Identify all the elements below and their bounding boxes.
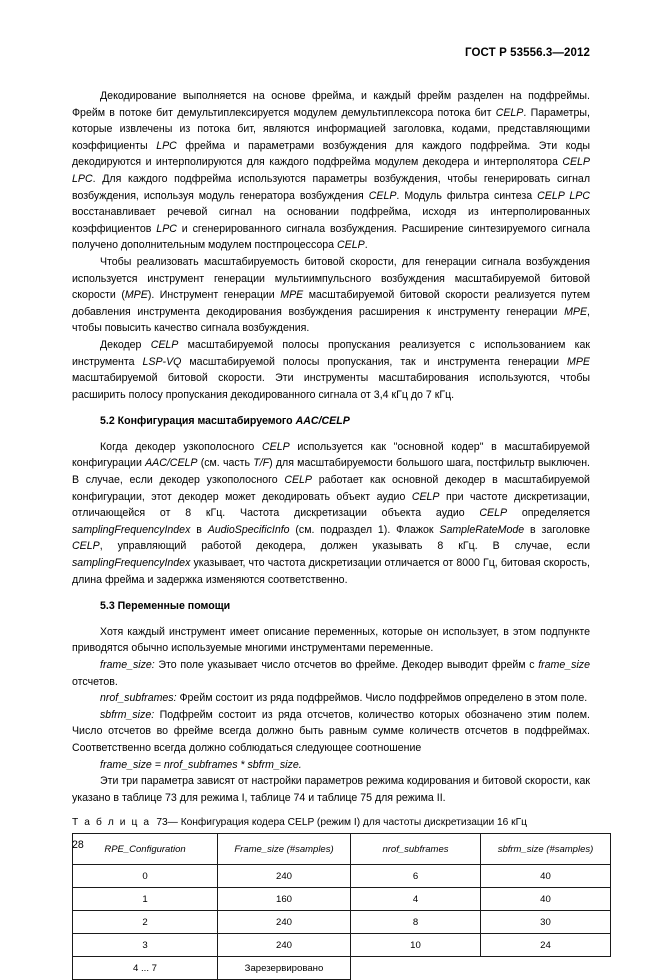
paragraph-decoding-frame xyxy=(72,88,590,254)
table-row xyxy=(73,911,611,934)
paragraph-narrowband-celp xyxy=(72,439,590,588)
cell-frame-size: 240 xyxy=(218,911,351,934)
cell-reserved-label: Зарезервировано xyxy=(218,957,351,980)
table-caption-number: 73 xyxy=(156,817,168,829)
par-text: frame_size: Это поле указывает число отсчетов во фрейме. Декодер выводит фрейм с frame_size отсчетов. xyxy=(72,659,590,688)
spacer xyxy=(72,403,590,413)
cell-empty xyxy=(481,957,611,980)
page-content xyxy=(72,88,594,980)
table-row xyxy=(73,934,611,957)
paragraph-nrof-subframes xyxy=(72,690,590,707)
cell-sbfrm-size: 24 xyxy=(481,934,611,957)
col-header-nrof-subframes: nrof_subframes xyxy=(351,834,481,865)
paragraph-helper-variables: Хотя каждый инструмент имеет описание переменных, которые он использует, в этом подпункте приводятся обычно используемые многими инструментами переменные. xyxy=(72,625,590,655)
heading-text: 5.2 Конфигурация масштабируемого AAC/CELP xyxy=(100,415,350,428)
col-header-frame-size: Frame_size (#samples) xyxy=(218,834,351,865)
cell-sbfrm-size: 30 xyxy=(481,911,611,934)
table-row xyxy=(73,865,611,888)
celp-encoder-config-table xyxy=(72,833,611,980)
paragraph-table-reference: Эти три параметра зависят от настройки параметров режима кодирования и битовой скорости, как указано в таблице 73 для режима I, таблице 74 и таблице 75 для режима II. xyxy=(72,775,590,804)
formula-text: frame_size = nrof_subframes * sbfrm_size. xyxy=(100,758,302,771)
par-text: Когда декодер узкополосного CELP используется как "основной кодер" в масштабируемой конфигурации AAC/CELP (см. часть T/F) для масштабируемости большого шага, постфильтр выключен. В случае, если декодер узкополосного CELP работает как основной декодер в масштабируемой конфигурации, этот декодер может декодировать объект аудио CELP при частоте дискретизации, отличающейся от 8 кГц. Частота дискретизации объекта аудио CELP определяется samplingFrequencyIndex в AudioSpecificInfo (см. подраздел 1). Флажок SampleRateMode в заголовке CELP, управляющий работой декодера, должен указывать 8 кГц. В случае, если samplingFrequencyIndex указывает, что частота дискретизации отличается от 8000 Гц, битовая скорость, длина фрейма и задержка изменяются соответственно. xyxy=(72,440,590,586)
table-head xyxy=(73,834,611,865)
spacer xyxy=(72,430,590,439)
cell-rpe-configuration: 0 xyxy=(73,865,218,888)
cell-frame-size: 240 xyxy=(218,934,351,957)
par-text: nrof_subframes: Фрейм состоит из ряда подфреймов. Число подфреймов определено в этом поле. xyxy=(100,692,588,705)
cell-sbfrm-size: 40 xyxy=(481,888,611,911)
cell-rpe-configuration: 1 xyxy=(73,888,218,911)
cell-frame-size: 240 xyxy=(218,865,351,888)
par-text: Декодирование выполняется на основе фрейма, и каждый фрейм разделен на подфреймы. Фрейм в потоке бит демультиплексируется модулем демультиплексора потока бит CELP. Параметры, которые извлечены из потока бит, являются информацией заголовка, кодами, представляющими коэффициенты LPC фрейма и параметрами возбуждения для каждого подфрейма. Эти коды декодируются и интерполируются для каждого подфрейма модулем декодера и интерполятора CELP LPC. Для каждого подфрейма используются параметры возбуждения, чтобы генерировать сигнал возбуждения, используя модуль генератора возбуждения CELP. Модуль фильтра синтеза CELP LPC восстанавливает речевой сигнал на основании подфрейма, исходя из интерполированных коэффициентов LPC и сгенерированного сигнала возбуждения. Расширение синтезируемого сигнала получено дополнительным модулем постпроцессора CELP. xyxy=(72,90,591,252)
paragraph-sbfrm-size xyxy=(72,707,590,757)
cell-nrof-subframes: 4 xyxy=(351,888,481,911)
cell-rpe-configuration-reserved: 4 ... 7 xyxy=(73,957,218,980)
col-header-sbfrm-size: sbfrm_size (#samples) xyxy=(481,834,611,865)
cell-nrof-subframes: 6 xyxy=(351,865,481,888)
section-heading-5-2 xyxy=(72,413,590,430)
table-body xyxy=(73,865,611,980)
cell-empty xyxy=(351,957,481,980)
paragraph-bitrate-scalability xyxy=(72,254,590,337)
page-header: ГОСТ Р 53556.3—2012 xyxy=(465,47,590,59)
cell-nrof-subframes: 8 xyxy=(351,911,481,934)
table-row-reserved xyxy=(73,957,611,980)
par-text: Декодер CELP масштабируемой полосы пропускания реализуется с использованием как инструмента LSP-VQ масштабируемой полосы пропускания, так и инструмента генерации MPE масштабируемой битовой скорости. Эти инструменты масштабирования используются, чтобы расширить полосу пропускания декодированного сигнала от 3,4 кГц до 7 кГц. xyxy=(72,338,590,401)
par-text: sbfrm_size: Подфрейм состоит из ряда отсчетов, количество которых обозначено этим полем. Число отсчетов во фрейме всегда должно быть равным сумме количеств отсчетов в подфреймах. Соответственно всегда должно соблюдаться следующее соотношение xyxy=(72,708,590,754)
table-row xyxy=(73,888,611,911)
table-caption-label: Т а б л и ц а xyxy=(72,817,151,829)
cell-rpe-configuration: 2 xyxy=(73,911,218,934)
cell-nrof-subframes: 10 xyxy=(351,934,481,957)
table-caption xyxy=(72,815,590,830)
cell-sbfrm-size: 40 xyxy=(481,865,611,888)
paragraph-formula xyxy=(72,757,590,774)
table-header-row xyxy=(73,834,611,865)
paragraph-bandwidth-scalable-decoder xyxy=(72,337,590,403)
section-heading-5-3: 5.3 Переменные помощи xyxy=(100,600,231,613)
spacer xyxy=(72,806,590,815)
spacer xyxy=(72,588,590,598)
par-text: Чтобы реализовать масштабируемость битовой скорости, для генерации сигнала возбуждения используется инструмент генерации мультиимпульсного возбуждения масштабируемой битовой скорости (MPE). Инструмент генерации MPE масштабируемой битовой скорости реализуется путем добавления инструмента декодирования возбуждения расширения к инструменту генерации MPE, чтобы повысить качество сигнала возбуждения. xyxy=(72,255,590,335)
table-caption-text: — Конфигурация кодера CELP (режим I) для частоты дискретизации 16 кГц xyxy=(167,817,527,829)
page-number: 28 xyxy=(72,839,84,851)
cell-rpe-configuration: 3 xyxy=(73,934,218,957)
spacer xyxy=(72,615,590,624)
paragraph-frame-size xyxy=(72,657,590,690)
col-header-rpe-configuration: RPE_Configuration xyxy=(73,834,218,865)
cell-frame-size: 160 xyxy=(218,888,351,911)
